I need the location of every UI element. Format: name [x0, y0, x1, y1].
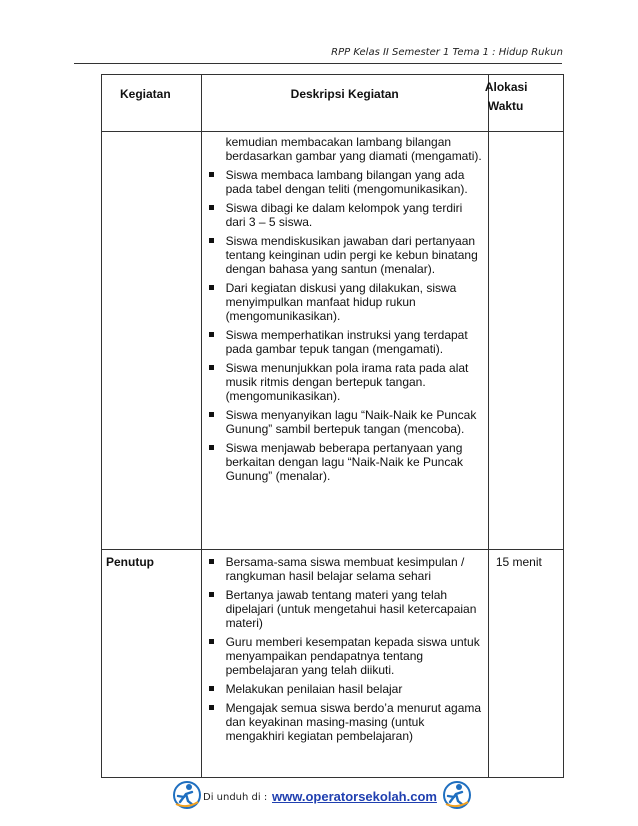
list-item [202, 635, 482, 677]
list-item-text: Siswa menjawab beberapa pertanyaan yang berkaitan dengan lagu “Naik-Naik ke Puncak Gunung” (menalar). [225, 441, 464, 483]
header-deskripsi: Deskripsi Kegiatan [201, 75, 488, 132]
operator-logo-icon [442, 780, 472, 810]
bullet-icon [209, 332, 214, 337]
list-item [202, 281, 482, 323]
activity-list [202, 555, 482, 743]
bullet-icon [209, 592, 214, 597]
list-item [202, 168, 482, 196]
alokasi-waktu-value: 15 menit [488, 550, 563, 778]
bullet-icon [209, 205, 214, 210]
alokasi-cell-empty [488, 132, 563, 550]
kegiatan-cell-empty [102, 132, 202, 550]
list-item [202, 682, 482, 696]
bullet-icon [209, 639, 214, 644]
list-item-text: Siswa memperhatikan instruksi yang terdapat pada gambar tepuk tangan (mengamati). [225, 328, 468, 356]
header-divider [74, 63, 562, 64]
list-item-text: Bertanya jawab tentang materi yang telah dipelajari (untuk mengetahui hasil ketercapaian materi) [225, 588, 477, 630]
list-item-text: Mengajak semua siswa berdo’a menurut agama dan keyakinan masing-masing (untuk mengakhiri kegiatan pembelajaran) [225, 701, 482, 743]
list-item [202, 555, 482, 583]
list-item [202, 328, 482, 356]
table-row [102, 550, 564, 778]
list-item-text: Siswa mendiskusikan jawaban dari pertanyaan tentang keinginan udin pergi ke kebun binatang dengan bahasa yang santun (menalar). [225, 234, 478, 276]
page-header: RPP Kelas II Semester 1 Tema 1 : Hidup Rukun [331, 47, 563, 58]
list-item-text: Bersama-sama siswa membuat kesimpulan / rangkuman hasil belajar selama sehari [225, 555, 465, 583]
continuation-text: kemudian membacakan lambang bilangan berdasarkan gambar yang diamati (mengamati). [225, 135, 482, 163]
list-item [202, 701, 482, 743]
bullet-icon [209, 238, 214, 243]
footer-website-link[interactable]: www.operatorsekolah.com [272, 789, 437, 804]
list-item [202, 441, 482, 483]
list-item [202, 361, 482, 403]
activity-table [101, 74, 564, 778]
deskripsi-cell [201, 132, 488, 550]
list-item-text: Dari kegiatan diskusi yang dilakukan, siswa menyimpulkan manfaat hidup rukun (mengomunikasikan). [225, 281, 457, 323]
bullet-icon [209, 559, 214, 564]
footer-label: Di unduh di : [203, 792, 268, 803]
bullet-icon [209, 365, 214, 370]
bullet-icon [209, 705, 214, 710]
bullet-icon [209, 686, 214, 691]
list-item-text: Melakukan penilaian hasil belajar [225, 682, 403, 696]
kegiatan-label-penutup: Penutup [102, 550, 202, 778]
footer [172, 780, 472, 812]
list-item [202, 408, 482, 436]
operator-logo-icon [172, 780, 202, 810]
bullet-icon [209, 172, 214, 177]
activity-list [202, 168, 482, 483]
list-item [202, 588, 482, 630]
list-item-text: Guru memberi kesempatan kepada siswa untuk menyampaikan pendapatnya tentang pembelajaran yang telah diikuti. [225, 635, 480, 677]
deskripsi-cell [201, 550, 488, 778]
header-alokasi-line1: Alokasi [484, 80, 528, 94]
bullet-icon [209, 412, 214, 417]
list-item-text: Siswa dibagi ke dalam kelompok yang terdiri dari 3 – 5 siswa. [225, 201, 463, 229]
list-item-text: Siswa membaca lambang bilangan yang ada pada tabel dengan teliti (mengomunikasikan). [225, 168, 468, 196]
list-item-text: Siswa menyanyikan lagu “Naik-Naik ke Puncak Gunung” sambil bertepuk tangan (mencoba). [225, 408, 477, 436]
bullet-icon [209, 445, 214, 450]
table-row [102, 132, 564, 550]
header-alokasi [484, 75, 563, 132]
list-item [202, 234, 482, 276]
list-item [202, 201, 482, 229]
bullet-icon [209, 285, 214, 290]
header-kegiatan: Kegiatan [102, 75, 202, 132]
list-item-text: Siswa menunjukkan pola irama rata pada alat musik ritmis dengan bertepuk tangan. (mengomunikasikan). [225, 361, 469, 403]
table-header-row [102, 75, 564, 132]
header-alokasi-line2: Waktu [487, 99, 524, 113]
